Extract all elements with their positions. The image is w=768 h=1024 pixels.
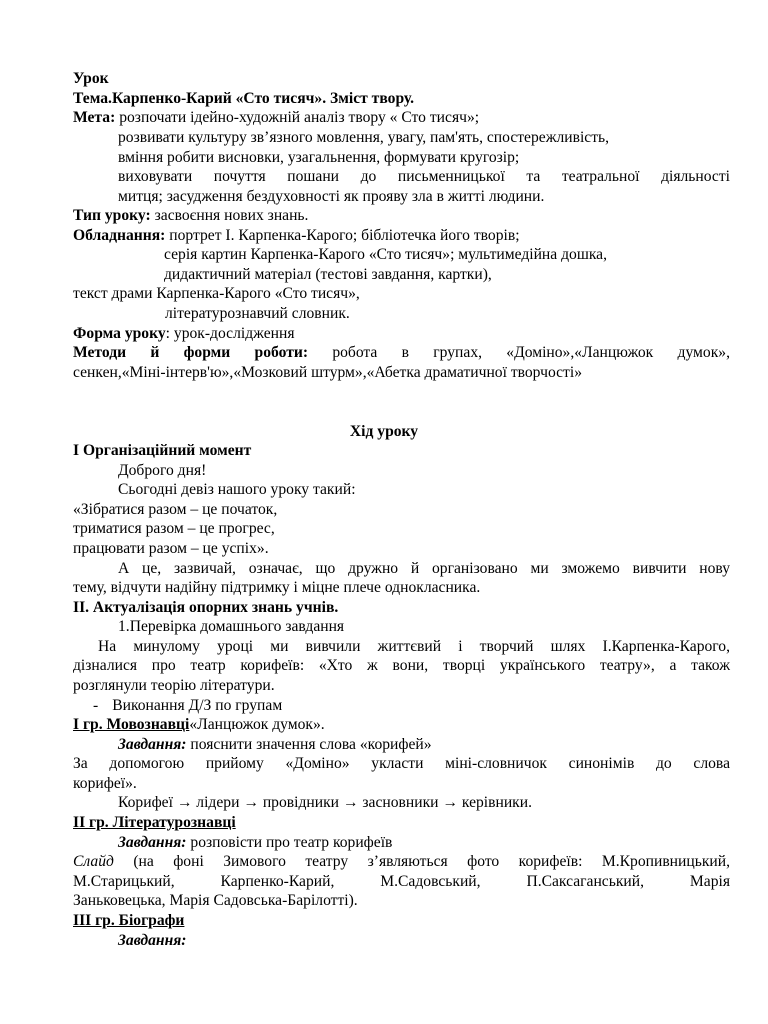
paragraph-line: дізналися про театр корифеїв: «Хто ж вони, творці українського театру», а також xyxy=(73,657,730,674)
paragraph-line: тему, відчути надійну підтримку і міцне плече однокласника. xyxy=(73,579,481,596)
equipment-line: дидактичний матеріал (тестові завдання, картки), xyxy=(164,266,492,283)
group2-task-line xyxy=(118,833,730,852)
group2-task: розповісти про театр корифеїв xyxy=(190,834,393,851)
paragraph-line: корифеї». xyxy=(73,775,137,792)
homework-bullet-line xyxy=(93,696,730,715)
equipment-line: серія картин Карпенка-Карого «Сто тисяч»; мультимедійна дошка, xyxy=(164,246,607,263)
group2-line xyxy=(73,813,730,832)
methods-text: робота в групах, «Доміно»,«Ланцюжок думок», xyxy=(332,344,730,361)
group1-method: «Ланцюжок думок». xyxy=(189,716,325,733)
task-label: Завдання: xyxy=(118,736,187,753)
motto-line: працювати разом – це успіх». xyxy=(73,540,269,557)
goal-line xyxy=(73,108,730,127)
slide-line xyxy=(73,852,730,871)
goal-text: розпочати ідейно-художній аналіз твору « Сто тисяч»; xyxy=(119,109,480,126)
synonym-chain: Корифеї → лідери → провідники → засновники → керівники. xyxy=(118,794,533,811)
group1-line xyxy=(73,715,730,734)
group2-title: ІІ гр. Літературознавці xyxy=(73,814,236,831)
motto-line: «Зібратися разом – це початок, xyxy=(73,501,278,518)
paragraph-line: Заньковецька, Марія Садовська-Барілотті). xyxy=(73,892,358,909)
section-heading: ІІ. Актуалізація опорних знань учнів. xyxy=(73,599,339,616)
equipment-label: Обладнання: xyxy=(73,227,166,244)
group1-task: пояснити значення слова «корифей» xyxy=(190,736,432,753)
group1-task-line xyxy=(118,735,730,754)
paragraph-line: На минулому уроці ми вивчили життєвий і творчий шлях І.Карпенка-Карого, xyxy=(98,638,730,655)
lesson-type-label: Тип уроку: xyxy=(73,207,151,224)
methods-line xyxy=(73,343,730,362)
paragraph-line: А це, зазвичай, означає, що дружно й організовано ми зможемо вивчити нову xyxy=(118,560,730,577)
motto-line: триматися разом – це прогрес, xyxy=(73,520,275,537)
task-label: Завдання: xyxy=(118,932,187,949)
equipment-line xyxy=(73,226,730,245)
equipment-text: портрет І. Карпенка-Карого; бібліотечка його творів; xyxy=(169,227,520,244)
goal-label: Мета: xyxy=(73,109,116,126)
goal-line: виховувати почуття пошани до письменницької та театральної діяльності xyxy=(118,168,730,185)
section-heading: І Організаційний момент xyxy=(73,442,252,459)
lesson-label: Урок xyxy=(73,70,109,87)
slide-text: (на фоні Зимового театру з’являються фото корифеїв: М.Кропивницький, xyxy=(133,853,730,870)
theme-line xyxy=(73,89,730,108)
theme-label: Тема. xyxy=(73,90,112,107)
equipment-line: літературознавчий словник. xyxy=(165,305,350,322)
bullet-dash: - xyxy=(93,697,99,714)
lesson-progress-heading: Хід уроку xyxy=(349,423,419,440)
group3-line xyxy=(73,911,730,930)
lesson-form-label: Форма уроку xyxy=(73,325,166,342)
theme-text: Карпенко-Карий «Сто тисяч». Зміст твору. xyxy=(111,90,415,107)
homework-groups: Виконання Д/З по групам xyxy=(112,697,283,714)
paragraph-line: За допомогою прийому «Доміно» укласти міні-словничок синонімів до слова xyxy=(73,755,730,772)
homework-check: 1.Перевірка домашнього завдання xyxy=(118,618,345,635)
methods-label: Методи й форми роботи: xyxy=(73,344,309,361)
lesson-form-line xyxy=(73,324,730,343)
lesson-type-text: засвоєння нових знань. xyxy=(154,207,309,224)
lesson-type-line xyxy=(73,206,730,225)
motto-intro: Сьогодні девіз нашого уроку такий: xyxy=(118,481,356,498)
group3-task-line xyxy=(118,931,730,950)
equipment-line: текст драми Карпенка-Карого «Сто тисяч», xyxy=(73,285,360,302)
slide-label: Слайд xyxy=(73,853,114,870)
task-label: Завдання: xyxy=(118,834,187,851)
paragraph-line: М.Старицький, Карпенко-Карий, М.Садовський, П.Саксаганський, Марія xyxy=(73,873,730,890)
greeting: Доброго дня! xyxy=(118,462,207,479)
methods-line: сенкен,«Міні-інтерв'ю»,«Мозковий штурм»,«Абетка драматичної творчості» xyxy=(73,364,582,381)
lesson-form-text: : урок-дослідження xyxy=(165,325,295,342)
goal-line: вміння робити висновки, узагальнення, формувати кругозір; xyxy=(118,149,520,166)
group1-title: І гр. Мовознавці xyxy=(73,716,190,733)
goal-line: митця; засудження бездуховності як прояву зла в житті людини. xyxy=(118,188,545,205)
group3-title: ІІІ гр. Біографи xyxy=(73,912,185,929)
paragraph-line: розглянули теорію літератури. xyxy=(73,677,275,694)
goal-line: розвивати культуру зв’язного мовлення, увагу, пам'ять, спостережливість, xyxy=(118,129,610,146)
